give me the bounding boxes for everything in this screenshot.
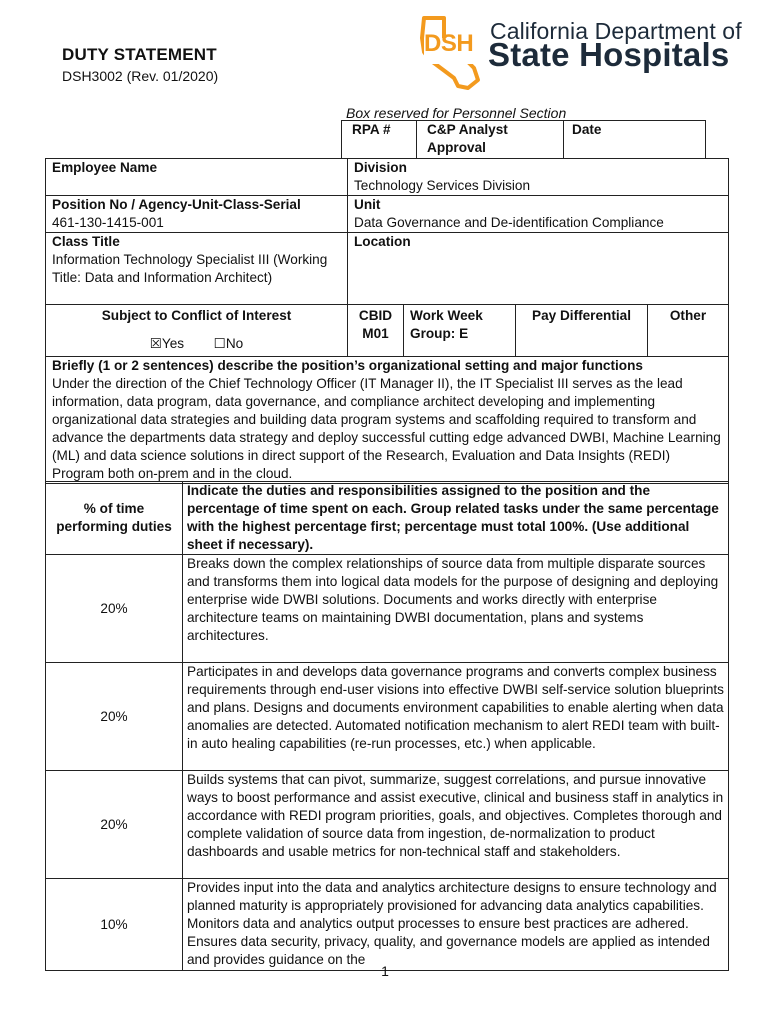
conflict-of-interest-cell <box>46 305 348 357</box>
organizational-setting-cell <box>46 357 729 484</box>
pay-differential-label: Pay Differential <box>532 308 631 323</box>
logo-department-line: California Department of <box>490 18 742 44</box>
class-title-label: Class Title <box>52 234 120 249</box>
form-number: DSH3002 (Rev. 01/2020) <box>62 68 219 84</box>
position-info-table <box>45 158 729 484</box>
page-number: 1 <box>381 963 389 979</box>
work-week-group-label: Work Week Group: <box>410 308 483 341</box>
position-number-value: 461-130-1415-001 <box>52 215 164 230</box>
work-week-group-value: E <box>459 326 469 341</box>
duty-percent: 20% <box>46 663 183 771</box>
location-label: Location <box>354 234 411 249</box>
conflict-options <box>52 335 341 353</box>
duty-text: Participates in and develops data governance programs and converts complex business requirements through end-user visions into effective DWBI self-service solution blueprints and plans. Designs and documents environment capabilities to enable alerting when data anomalies are detected. Automated notification mechanism to alert REDI team with built-in auto healing capabilities (re-run processes, etc.) when applicable. <box>183 663 729 771</box>
location-cell <box>348 233 729 305</box>
no-label: No <box>225 336 244 351</box>
class-title-value: Information Technology Specialist III (Working Title: Data and Information Architect) <box>52 252 328 285</box>
duty-text: Builds systems that can pivot, summarize, suggest correlations, and pursue innovative ways to boost performance and assist executive, clinical and business staff in analytics in accordance with REDI program priorities, goals, and objectives. Completes thorough and complete validation of source data from ingestion, de-normalization to product dashboards and usable metrics for non-technical staff and stakeholders. <box>183 771 729 879</box>
yes-checkbox[interactable]: ☒ <box>149 336 162 351</box>
employee-name-cell <box>46 159 348 196</box>
employee-name-label: Employee Name <box>52 160 158 175</box>
position-number-label: Position No / Agency-Unit-Class-Serial <box>52 197 301 212</box>
duties-header-row <box>46 482 729 555</box>
organizational-setting-heading: Briefly (1 or 2 sentences) describe the position’s organizational setting and major functions <box>52 358 643 373</box>
division-cell <box>348 159 729 196</box>
document-title: DUTY STATEMENT <box>62 45 217 64</box>
logo-abbreviation: DSH <box>424 30 474 57</box>
yes-label: Yes <box>161 336 185 351</box>
work-week-group-cell <box>404 305 516 357</box>
cbid-cell <box>348 305 404 357</box>
duty-row <box>46 555 729 663</box>
duties-description-header: Indicate the duties and responsibilities assigned to the position and the percentage of time spent on each. Group related tasks under the same percentage with the highest percentage first; percentage must total 100%. (Use additional sheet if necessary). <box>183 482 729 555</box>
duty-row <box>46 771 729 879</box>
position-number-cell <box>46 196 348 233</box>
rpa-label: RPA # <box>342 121 417 159</box>
other-label: Other <box>669 308 707 323</box>
cbid-label: CBID <box>358 308 393 323</box>
unit-label: Unit <box>354 197 381 212</box>
duties-table <box>45 481 729 971</box>
personnel-box-caption: Box reserved for Personnel Section <box>346 105 567 121</box>
cbid-value: M01 <box>362 326 389 341</box>
cp-analyst-approval-label: C&P Analyst Approval <box>417 121 564 159</box>
class-title-cell <box>46 233 348 305</box>
other-cell <box>648 305 729 357</box>
no-checkbox[interactable]: ☐ <box>213 336 226 351</box>
division-label: Division <box>354 160 407 175</box>
unit-cell <box>348 196 729 233</box>
logo-state-hospitals-line: State Hospitals <box>488 36 730 73</box>
duty-percent: 20% <box>46 555 183 663</box>
personnel-section-table <box>341 120 706 159</box>
unit-value: Data Governance and De-identification Compliance <box>354 215 664 230</box>
pay-differential-cell <box>516 305 648 357</box>
organizational-setting-text: Under the direction of the Chief Technology Officer (IT Manager II), the IT Specialist III serves as the lead information, data program, data governance, and compliance architect developing and implementing organizational data strategies and building data program systems and scaffolding required to transform and advance the departments data strategy and deploy successful cutting edge advanced DWBI, Machine Learning (ML) and data science solutions in direct support of the Research, Evaluation and Data Insights (REDI) Program both on-prem and in the cloud. <box>52 376 721 481</box>
conflict-of-interest-label: Subject to Conflict of Interest <box>101 308 292 323</box>
duty-percent: 10% <box>46 879 183 971</box>
date-label: Date <box>564 121 706 159</box>
duty-text: Breaks down the complex relationships of source data from multiple disparate sources and transforms them into logical data models for the purpose of designing and deploying enterprise wide DWBI solutions. Documents and works directly with enterprise architecture teams on maintaining DWBI documentation, plans and systems architectures. <box>183 555 729 663</box>
duty-row <box>46 663 729 771</box>
percent-time-header: % of time performing duties <box>46 482 183 555</box>
division-value: Technology Services Division <box>354 178 531 193</box>
duty-text: Provides input into the data and analytics architecture designs to ensure technology and planned maturity is appropriately provisioned for advancing data analytics capabilities. Monitors data and analytics output processes to ensure best practices are adhered. Ensures data security, privacy, quality, and governance models are applied as intended and provides guidance on the <box>183 879 729 971</box>
duty-percent: 20% <box>46 771 183 879</box>
duty-row <box>46 879 729 971</box>
